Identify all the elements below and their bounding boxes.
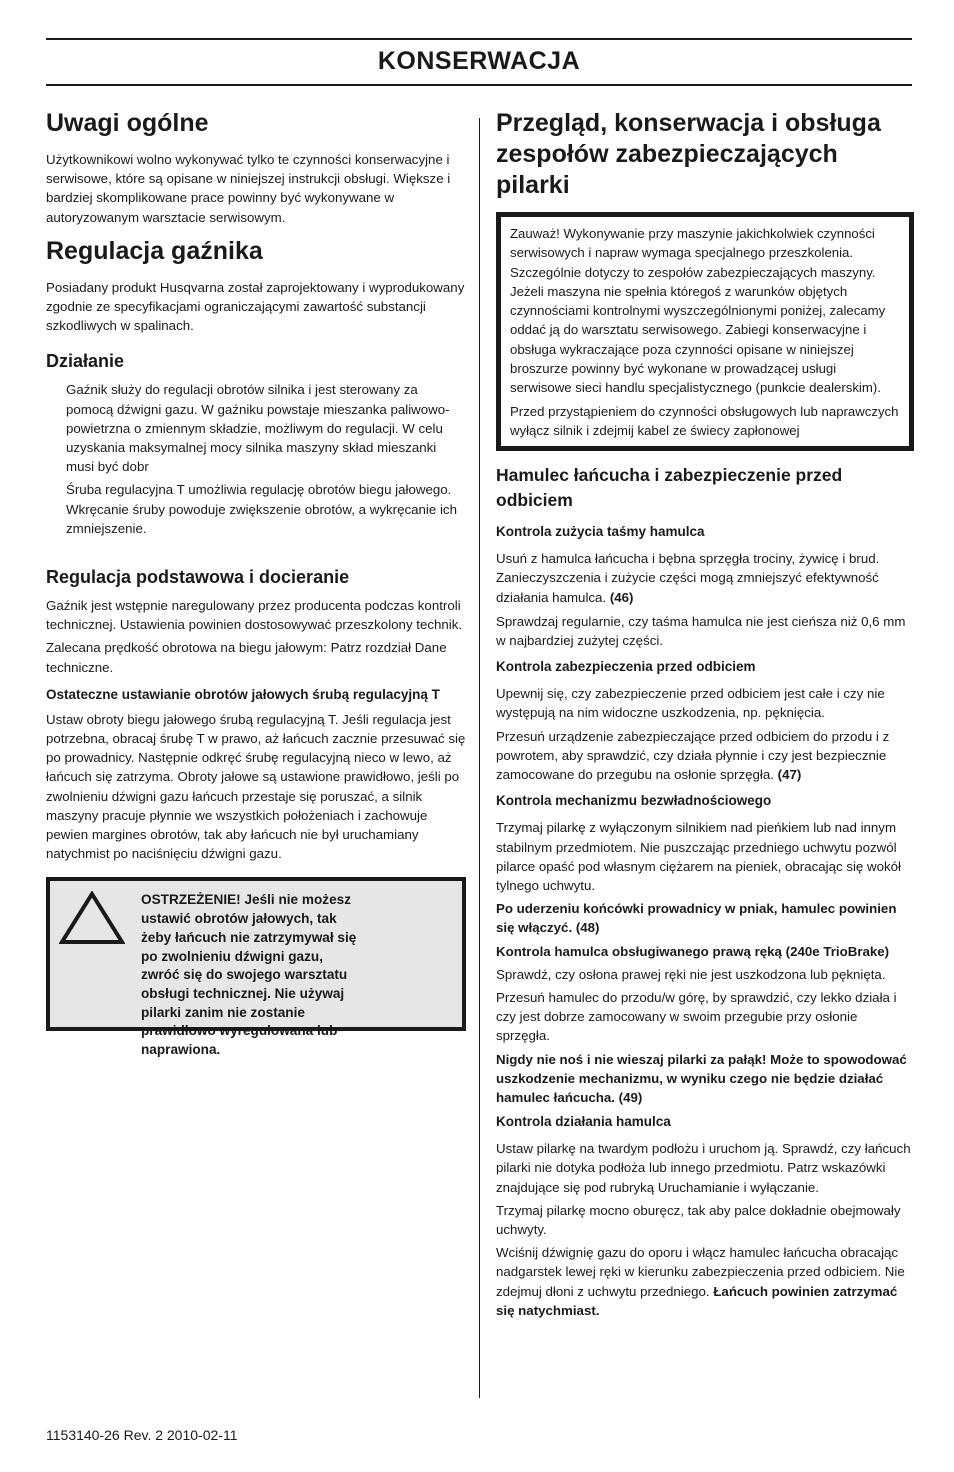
paragraph-kickback-guard-2: Przesuń urządzenie zabezpieczające przed odbiciem do przodu i z powrotem, aby sprawdzić, czy działa płynnie i czy jest bezpiecznie zamocowane do przegubu na osłonie sprzęgła. (47) [496, 728, 890, 783]
paragraph-brake-function-3: Wciśnij dźwignię gazu do oporu i włącz hamulec łańcucha obracając nadgarstek lewej ręki w kierunku zabezpieczenia przed odbiciem. Nie zdejmuj dłoni z uchwytu przedniego. Łańcuch powinien zatrzymać się natychmiast. [496, 1245, 905, 1318]
chain-stop-note: Łańcuch powinien zatrzymać się natychmiast. [496, 1283, 898, 1318]
paragraph-brake-band-1: Usuń z hamulca łańcucha i bębna sprzęgła trociny, żywicę i brud. Zanieczyszczenia i zużycie części mogą zmniejszyć efektywność działania hamulca. (46) [496, 551, 880, 605]
figure-ref-47: (47) [777, 767, 802, 783]
heading-kickback-guard: Kontrola zabezpieczenia przed odbiciem [496, 659, 756, 675]
paragraph-brake-function-1: Ustaw pilarkę na twardym podłożu i uruchom ją. Sprawdź, czy łańcuch pilarki nie dotyka podłoża lub innego przedmiotu. Patrz wskazówki znajdujące się pod rubryką Uruchamianie i wyłączanie. [496, 1141, 911, 1195]
paragraph-carburettor: Posiadany produkt Husqvarna został zaprojektowany i wyprodukowany zgodnie ze specyfikacjami ograniczającymi zawartość substancji szkodliwych w spalinach. [46, 279, 465, 334]
paragraph-right-hand-1: Sprawdź, czy osłona prawej ręki nie jest uszkodzona lub pęknięta. [496, 966, 886, 982]
warning-text: OSTRZEŻENIE! Jeśli nie możesz ustawić obrotów jałowych, tak żeby łańcuch nie zatrzymywał się po zwolnieniu dźwigni gazu, zwróć się do swojego warsztatu obsługi technicznej. Nie używaj pilarki zanim nie zostanie prawidłowo wyregulowana lub naprawiona. [141, 892, 357, 1058]
warning-box [46, 877, 466, 1058]
notice-box [496, 212, 914, 451]
warning-triangle-icon [59, 891, 125, 945]
right-column [496, 108, 914, 1320]
paragraph-basic-2: Zalecana prędkość obrotowa na biegu jałowym: Patrz rozdział Dane techniczne. [46, 640, 447, 675]
paragraph-brake-band-2: Sprawdzaj regularnie, czy taśma hamulca nie jest cieńsza niż 0,6 mm w najbardziej zużytej części. [496, 613, 906, 649]
left-column [46, 108, 466, 1058]
paragraph-kickback-guard-1: Upewnij się, czy zabezpieczenie przed odbiciem jest całe i czy nie występują na nim widoczne uszkodzenia, np. pęknięcia. [496, 686, 885, 721]
heading-inertia: Kontrola mechanizmu bezwładnościowego [496, 793, 772, 809]
page-header [46, 38, 912, 86]
heading-general: Uwagi ogólne [46, 109, 209, 137]
paragraph-inertia: Trzymaj pilarkę z wyłączonym silnikiem nad pieńkiem lub nad innym stabilnym przedmiotem. Nie puszczając przedniego uchwytu pozwól pilarce opaść pod własnym ciężarem na pieniek, obracając się wokół tylnego uchwytu. [496, 820, 902, 893]
paragraph-operation-1: Gaźnik służy do regulacji obrotów silnika i jest sterowany za pomocą dźwigni gazu. W gaźniku powstaje mieszanka paliwowo-powietrzna o zmiennym składzie, możliwym do regulacji. W celu uzyskania maksymalnej mocy silnika maszyny skład mieszanki musi być dobr [66, 382, 450, 475]
heading-final-adjustment: Ostateczne ustawianie obrotów jałowych śrubą regulacyjną T [46, 686, 440, 702]
heading-brake-function: Kontrola działania hamulca [496, 1114, 671, 1130]
paragraph-impact: Po uderzeniu końcówki prowadnicy w pniak, hamulec powinien się włączyć. (48) [496, 901, 897, 936]
paragraph-brake-function-2: Trzymaj pilarkę mocno oburęcz, tak aby palce dokładnie obejmowały uchwyty. [496, 1202, 901, 1237]
heading-operation: Działanie [46, 351, 125, 372]
paragraph-final-adjustment: Ustaw obroty biegu jałowego śrubą regulacyjną T. Jeśli regulacja jest potrzebna, obracaj śrubę T w prawo, aż łańcuch zacznie przesuwać się po prowadnicy. Następnie odkręć śrubę regulacyjną nieco w lewo, aż łańcuch się zatrzyma. Obroty jałowe są ustawione prawidłowo, jeśli po zwolnieniu dźwigni gazu łańcuch przestaje się poruszać, a silnik maszyny pracuje płynnie we wszystkich położeniach i zachowuje pewien margines obrotów, tak aby łańcuch nie był uruchamiany natychmist po naciśnięciu dźwigni gazu. [46, 711, 466, 862]
document-number: 1153140-26 Rev. 2 2010-02-11 [46, 1427, 238, 1443]
heading-right-hand-guard: Kontrola hamulca obsługiwanego prawą ręką (240e TrioBrake) [496, 943, 890, 959]
heading-chain-brake: Hamulec łańcucha i zabezpieczenie przed odbiciem [496, 465, 843, 511]
heading-safety-equipment: Przegląd, konserwacja i obsługa zespołów zabezpieczających pilarki [496, 109, 881, 199]
heading-basic-setting: Regulacja podstawowa i docieranie [46, 567, 350, 588]
paragraph-basic-1: Gaźnik jest wstępnie naregulowany przez producenta podczas kontroli technicznej. Ustawienia powinien dostosowywać przeszkolony technik. [46, 598, 463, 633]
figure-ref-46: (46) [609, 589, 634, 605]
paragraph-operation-2: Śruba regulacyjna T umożliwia regulację obrotów biegu jałowego. Wkręcanie śruby powoduje zwiększenie obrotów, a wykręcanie ich zmniejszenie. [66, 482, 457, 536]
notice-text-2: Przed przystąpieniem do czynności obsługowych lub naprawczych wyłącz silnik i zdejmij kabel ze świecy zapłonowej [510, 403, 899, 438]
notice-text-1: Zauważ! Wykonywanie przy maszynie jakichkolwiek czynności serwisowych i napraw wymaga specjalnego przeszkolenia. Szczególnie dotyczy to zespołów zabezpieczających maszyny. Jeżeli maszyna nie spełnia któregoś z warunków objętych czynnościami kontrolnymi wyszczególnionymi poniżej, zalecamy oddać ją do warsztatu serwisowego. Zabiegi konserwacyjne i obsługa wykraczające poza czynności opisane w niniejszej broszurze powinny być wykonane w prowadzącej usługi serwisowe sieci handlu specjalistycznego (punkcie dealerskim). [510, 226, 886, 396]
heading-brake-band: Kontrola zużycia taśmy hamulca [496, 524, 705, 540]
page-title: KONSERWACJA [377, 47, 581, 75]
paragraph-general: Użytkownikowi wolno wykonywać tylko te czynności konserwacyjne i serwisowe, które są opisane w niniejszej instrukcji obsługi. Większe i bardziej skomplikowane prace powinny być wykonywane w autoryzowanym warsztacie serwisowym. [46, 152, 451, 225]
heading-carburettor: Regulacja gaźnika [46, 236, 263, 265]
paragraph-right-hand-2: Przesuń hamulec do przodu/w górę, by sprawdzić, czy lekko działa i czy jest dobrze zamocowany w swoim przegubie przy osłonie sprzęgła. [496, 989, 897, 1044]
column-divider [479, 118, 480, 1398]
paragraph-never-carry: Nigdy nie noś i nie wieszaj pilarki za pałąk! Może to spowodować uszkodzenie mechanizmu, w wyniku czego nie będzie działać hamulec łańcucha. (49) [496, 1051, 907, 1105]
